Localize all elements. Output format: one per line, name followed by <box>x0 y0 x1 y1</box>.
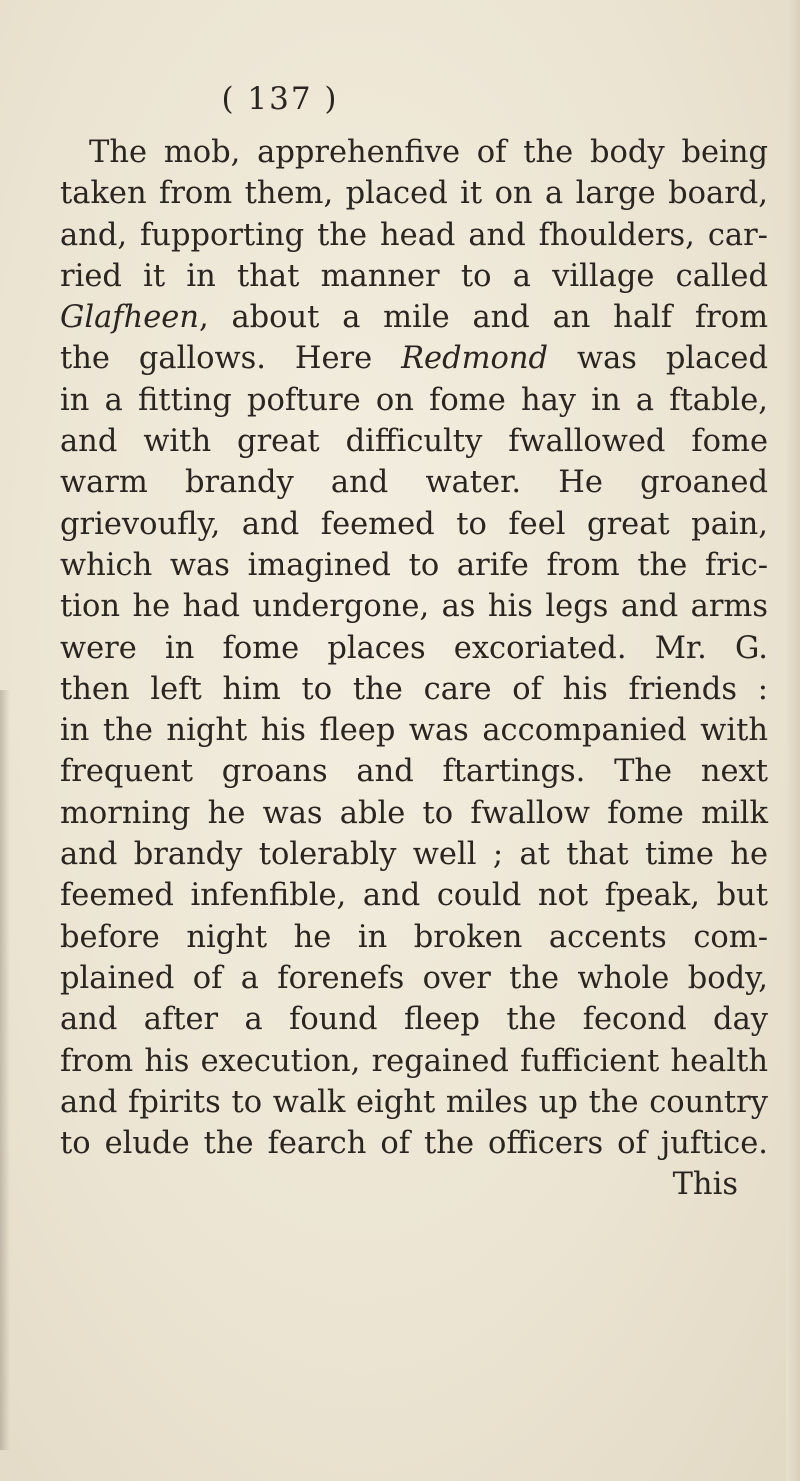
text-line <box>60 875 768 916</box>
text-line <box>60 834 768 875</box>
text-segment: before night he in broken accents com- <box>60 919 768 955</box>
text-segment: then left him to the care of his friends : <box>60 671 768 707</box>
text-segment: which was imagined to arife from the fric- <box>60 547 768 583</box>
text-line <box>60 173 768 214</box>
body-text <box>60 132 768 1206</box>
text-segment: taken from them, placed it on a large board, <box>60 176 768 212</box>
text-segment: to elude the fearch of the officers of juftice. <box>60 1126 768 1162</box>
text-segment: and after a found fleep the fecond day <box>60 1002 768 1038</box>
text-segment: and, fupporting the head and fhoulders, car- <box>60 217 768 253</box>
text-line <box>60 1082 768 1123</box>
text-line <box>60 215 768 256</box>
text-segment: in a fitting pofture on fome hay in a ftable, <box>60 382 768 418</box>
text-line <box>60 628 768 669</box>
text-line <box>60 1041 768 1082</box>
page-number: ( 137 ) <box>221 81 339 117</box>
text-segment: in the night his fleep was accompanied with <box>60 713 768 749</box>
text-segment: and with great difficulty fwallowed fome <box>60 424 768 460</box>
text-segment: were in fome places excoriated. Mr. G. <box>60 630 768 666</box>
text-segment: grievoufly, and feemed to feel great pain, <box>60 506 768 542</box>
italic-name: Redmond <box>401 341 549 377</box>
text-line <box>60 999 768 1040</box>
text-segment: and fpirits to walk eight miles up the country <box>60 1084 768 1120</box>
text-segment: morning he was able to fwallow fome milk <box>60 795 768 831</box>
text-segment: feemed infenfible, and could not fpeak, but <box>60 878 768 914</box>
text-segment: frequent groans and ftartings. The next <box>60 754 768 790</box>
text-segment: the gallows. Here <box>60 341 402 377</box>
text-line <box>60 421 768 462</box>
text-segment: from his execution, regained fufficient health <box>60 1043 768 1079</box>
text-segment: plained of a forenefs over the whole body, <box>60 960 768 996</box>
text-line <box>60 132 768 173</box>
text-line <box>60 380 768 421</box>
text-line <box>60 586 768 627</box>
text-segment: and brandy tolerably well ; at that time he <box>60 837 768 873</box>
text-line <box>60 751 768 792</box>
text-line <box>60 669 768 710</box>
page-edge <box>786 0 800 1481</box>
text-segment: warm brandy and water. He groaned <box>60 465 768 501</box>
text-line <box>60 917 768 958</box>
text-segment: ried it in that manner to a village called <box>60 258 768 294</box>
catchword <box>60 1164 768 1205</box>
text-line <box>60 958 768 999</box>
text-segment: was placed <box>548 341 768 377</box>
text-line <box>60 338 768 379</box>
text-segment: The mob, apprehenfive of the body being <box>89 135 768 170</box>
text-line <box>60 256 768 297</box>
text-segment: , about a mile and an half from <box>198 300 768 336</box>
page-binding-shadow <box>0 690 10 1450</box>
text-segment: tion he had undergone, as his legs and arms <box>60 589 768 625</box>
text-line <box>60 1123 768 1164</box>
text-segment: This <box>672 1167 738 1203</box>
text-line <box>60 710 768 751</box>
text-line <box>60 504 768 545</box>
text-line <box>60 793 768 834</box>
text-line <box>60 545 768 586</box>
text-line <box>60 297 768 338</box>
italic-name: Glafheen <box>60 300 199 336</box>
text-line <box>60 462 768 503</box>
